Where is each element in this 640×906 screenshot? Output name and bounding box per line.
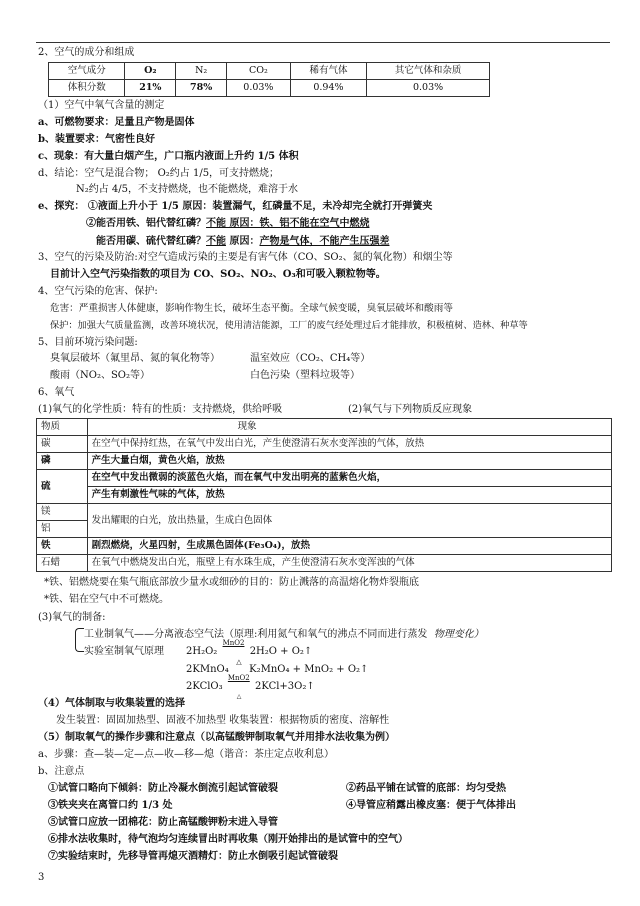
- table-cell: 在氧气中燃烧发出白光，瓶壁上有水珠生成，产生使澄清石灰水变浑浊的气体: [87, 555, 611, 572]
- table-cell: O₂: [125, 63, 176, 80]
- pollution-line1: 3、空气的污染及防治:对空气造成污染的主要是有害气体（CO、SO₂、氮的氧化物）和烟尘等: [38, 252, 453, 263]
- note-item-1: ①试管口略向下倾斜：防止冷凝水倒流引起试管破裂: [48, 783, 278, 794]
- note-item-6: ⑥排水法收集时，待气泡均匀连续冒出时再收集（刚开始排出的是试管中的空气）: [48, 834, 408, 845]
- table-row: [37, 470, 612, 487]
- table-cell: 剧烈燃烧，火星四射，生成黑色固体(Fe₃O₄)，放热: [87, 538, 611, 555]
- explore-e2: [86, 218, 369, 230]
- conclusion-d1: d、结论：空气是混合物； O₂约占 1/5，可支持燃烧；: [38, 168, 280, 179]
- equation-1: [186, 639, 313, 658]
- prep-heading: (3)氧气的制备:: [38, 612, 106, 623]
- explore-e3-reason: 产物是气体，不能产生压强差: [259, 236, 390, 247]
- eq3-left: 2KClO₃: [186, 681, 223, 692]
- table-cell: 硫: [37, 470, 88, 504]
- equation-2: [186, 658, 369, 676]
- explore-e1: e、探究： ①液面上升小于 1/5 原因：装置漏气，红磷量不足，未冷却完全就打开弹簧夹: [38, 201, 433, 212]
- note-item-5: ⑤试管口应放一团棉花：防止高锰酸钾粉末进入导管: [48, 817, 278, 828]
- note-item-4: ④导管应稍露出橡皮塞：便于气体排出: [346, 800, 516, 811]
- table-cell: 石蜡: [37, 555, 88, 572]
- steps-heading: （5）制取氧气的操作步骤和注意点（以高锰酸钾制取氧气并用排水法收集为例）: [38, 732, 395, 743]
- table-cell: 在空气中发出微弱的淡蓝色火焰，而在氧气中发出明亮的蓝紫色火焰，: [87, 470, 611, 487]
- page-number: 3: [38, 872, 45, 883]
- table-row: [37, 538, 612, 555]
- device-line: 发生装置：固固加热型、固液不加热型 收集装置：根据物质的密度、溶解性: [56, 715, 390, 726]
- eq3-arrow: [226, 674, 252, 700]
- table-cell: 0.03%: [227, 80, 291, 97]
- env-heading: 5、目前环境污染问题:: [38, 337, 138, 348]
- table-cell: 21%: [125, 80, 176, 97]
- table-row: [37, 453, 612, 470]
- eq3-right: 2KCl+3O₂↑: [255, 681, 315, 692]
- table-cell: 物质: [37, 419, 88, 436]
- note-item-3: ③铁夹夹在离管口约 1/3 处: [48, 800, 173, 811]
- table-row: [49, 63, 490, 80]
- section-2-heading: 2、空气的成分和组成: [38, 47, 135, 58]
- table-cell: 铁: [37, 538, 88, 555]
- top-rule: [36, 42, 610, 43]
- table-cell: 产生有刺激性气味的气体，放热: [87, 487, 611, 504]
- env-white-pollution: 白色污染（塑料垃圾等）: [250, 370, 360, 381]
- table-row: [37, 504, 612, 521]
- equation-3: [186, 674, 315, 700]
- conclusion-d2: N₂约占 4/5，不支持燃烧，也不能燃烧，难溶于水: [76, 184, 299, 195]
- table-cell: CO₂: [227, 63, 291, 80]
- eq2-left: 2KMnO₄: [186, 664, 229, 675]
- steps-a: a、步骤：查—装—定—点—收—移—熄（谐音：茶庄定点收利息）: [38, 749, 334, 760]
- explore-e3-mid: 原因：: [226, 236, 260, 247]
- harm-line: 危害：严重损害人体健康，影响作物生长，破坏生态平衡。全球气候变暖，臭氧层破坏和酸雨等: [50, 303, 453, 314]
- oxygen-reaction-table: [36, 418, 612, 572]
- table-row: [37, 419, 612, 436]
- eq2-right: K₂MnO₄ + MnO₂ + O₂↑: [249, 664, 369, 675]
- table-cell: 空气成分: [49, 63, 125, 80]
- harm-heading: 4、空气污染的危害、保护:: [38, 286, 158, 297]
- explore-e3-question: 能否用碳、硫代替红磷？: [96, 236, 206, 247]
- industrial-prep-text: 工业制氧气——分离液态空气法（原理:利用氮气和氧气的沸点不同而进行蒸发: [84, 629, 428, 640]
- table-cell: 铝: [37, 521, 88, 538]
- eq1-left: 2H₂O₂: [186, 646, 218, 657]
- note-2: *铁、铝在空气中不可燃烧。: [44, 594, 169, 605]
- oxygen-reaction-title: (2)氧气与下列物质反应现象: [348, 404, 473, 415]
- oxygen-measure-heading: （1）空气中氧气含量的测定: [38, 100, 165, 111]
- table-cell: 发出耀眼的白光，放出热量，生成白色固体: [87, 504, 611, 538]
- steps-b: b、注意点: [38, 766, 85, 777]
- env-ozone: 臭氧层破坏（氟里昂、氮的氧化物等）: [50, 353, 220, 364]
- table-cell: 稀有气体: [290, 63, 366, 80]
- industrial-prep: [84, 629, 484, 641]
- industrial-prep-tag: 物理变化）: [433, 629, 484, 640]
- table-row: [37, 555, 612, 572]
- table-cell: 其它气体和杂质: [367, 63, 490, 80]
- req-a: a、可燃物要求：足量且产物是固体: [38, 117, 195, 128]
- table-cell: N₂: [176, 63, 227, 80]
- table-row: [37, 487, 612, 504]
- table-cell: 0.03%: [367, 80, 490, 97]
- table-cell: 现象: [87, 419, 611, 436]
- table-row: [37, 436, 612, 453]
- brace: [75, 628, 84, 652]
- table-cell: 78%: [176, 80, 227, 97]
- req-b: b、装置要求：气密性良好: [38, 134, 155, 145]
- oxygen-heading: 6、氧气: [38, 387, 75, 398]
- table-cell: 碳: [37, 436, 88, 453]
- eq1-condition: MnO2: [222, 639, 245, 647]
- phenomenon-c: c、现象：有大量白烟产生，广口瓶内液面上升约 1/5 体积: [38, 151, 299, 162]
- table-cell: 0.94%: [290, 80, 366, 97]
- eq3-heat: △: [236, 693, 242, 700]
- table-cell: 体积分数: [49, 80, 125, 97]
- note-item-7: ⑦实验结束时，先移导管再熄灭酒精灯：防止水倒吸引起试管破裂: [48, 851, 338, 862]
- explore-e2-answer: 不能: [206, 218, 226, 229]
- explore-e2-question: ②能否用铁、铝代替红磷？: [86, 218, 206, 229]
- air-composition-table: [48, 62, 490, 97]
- explore-e3-answer: 不能: [206, 236, 226, 247]
- lab-prep: 实验室制氧气原理: [84, 646, 164, 657]
- table-cell: 镁: [37, 504, 88, 521]
- device-heading: （4）气体制取与收集装置的选择: [38, 698, 185, 709]
- table-row: [49, 80, 490, 97]
- oxygen-property: (1)氧气的化学性质：特有的性质：支持燃烧，供给呼吸: [38, 404, 283, 415]
- eq3-condition: MnO2: [227, 674, 250, 682]
- table-cell: 磷: [37, 453, 88, 470]
- eq1-right: 2H₂O + O₂↑: [249, 646, 313, 657]
- eq2-condition: △: [236, 658, 242, 666]
- pollution-line2: 目前计入空气污染指数的项目为 CO、SO₂、NO₂、O₃和可吸入颗粒物等。: [50, 269, 386, 280]
- explore-e3: [96, 236, 389, 248]
- note-1: *铁、铝燃烧要在集气瓶底部放少量水或细砂的目的：防止溅落的高温熔化物炸裂瓶底: [44, 577, 419, 588]
- table-cell: 产生大量白烟，黄色火焰，放热: [87, 453, 611, 470]
- protect-line: 保护：加强大气质量监测，改善环境状况，使用清洁能源，工厂的废气经处理过后才能排放，积极植树、造林、种草等: [50, 320, 528, 331]
- note-item-2: ②药品平铺在试管的底部：均匀受热: [346, 783, 506, 794]
- table-cell: 在空气中保持红热，在氧气中发出白光，产生使澄清石灰水变浑浊的气体，放热: [87, 436, 611, 453]
- env-greenhouse: 温室效应（CO₂、CH₄等）: [250, 353, 371, 364]
- explore-e2-reason: 原因：铁、铝不能在空气中燃烧: [226, 218, 370, 229]
- env-acid-rain: 酸雨（NO₂、SO₂等）: [50, 370, 151, 381]
